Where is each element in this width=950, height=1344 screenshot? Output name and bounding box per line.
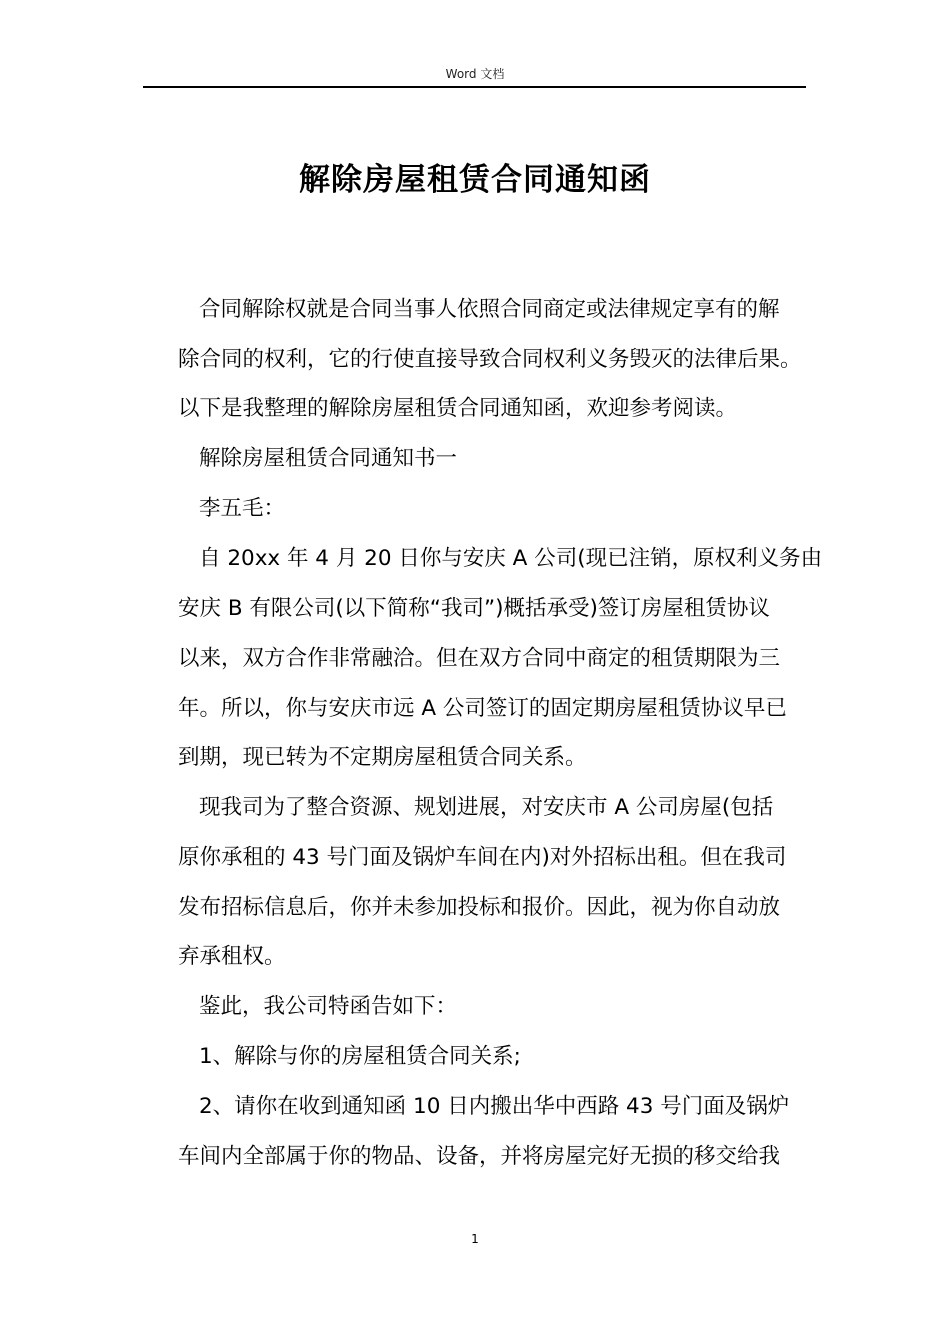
body-line: 解除房屋租赁合同通知书一 bbox=[199, 446, 458, 471]
body-line: 2、请你在收到通知函 10 日内搬出华中西路 43 号门面及锅炉 bbox=[199, 1094, 790, 1119]
body-line: 弃承租权。 bbox=[178, 944, 286, 969]
body-line: 鉴此，我公司特函告如下： bbox=[199, 994, 458, 1019]
body-line: 合同解除权就是合同当事人依照合同商定或法律规定享有的解 bbox=[199, 297, 780, 322]
body-line: 年。所以，你与安庆市远 A 公司签订的固定期房屋租赁协议早已 bbox=[178, 696, 787, 721]
body-line: 李五毛： bbox=[199, 496, 286, 521]
body-line: 自 20xx 年 4 月 20 日你与安庆 A 公司(现已注销，原权利义务由 bbox=[199, 546, 823, 571]
body-line: 1、解除与你的房屋租赁合同关系; bbox=[199, 1044, 521, 1069]
body-line: 原你承租的 43 号门面及锅炉车间在内)对外招标出租。但在我司 bbox=[178, 845, 787, 870]
body-line: 以下是我整理的解除房屋租赁合同通知函，欢迎参考阅读。 bbox=[178, 396, 738, 421]
body-line: 除合同的权利，它的行使直接导致合同权利义务毁灭的法律后果。 bbox=[178, 347, 802, 372]
page-header-label: Word 文档 bbox=[445, 67, 505, 81]
document-title: 解除房屋租赁合同通知函 bbox=[299, 162, 651, 198]
header-divider bbox=[143, 86, 806, 88]
body-line: 发布招标信息后，你并未参加投标和报价。因此，视为你自动放 bbox=[178, 895, 781, 920]
body-line: 安庆 B 有限公司(以下简称“我司”)概括承受)签订房屋租赁协议 bbox=[178, 596, 770, 621]
body-line: 以来，双方合作非常融洽。但在双方合同中商定的租赁期限为三 bbox=[178, 646, 781, 671]
page-number: 1 bbox=[471, 1232, 479, 1246]
body-line: 现我司为了整合资源、规划进展，对安庆市 A 公司房屋(包括 bbox=[199, 795, 774, 820]
body-line: 到期，现已转为不定期房屋租赁合同关系。 bbox=[178, 745, 587, 770]
body-line: 车间内全部属于你的物品、设备，并将房屋完好无损的移交给我 bbox=[178, 1144, 781, 1169]
